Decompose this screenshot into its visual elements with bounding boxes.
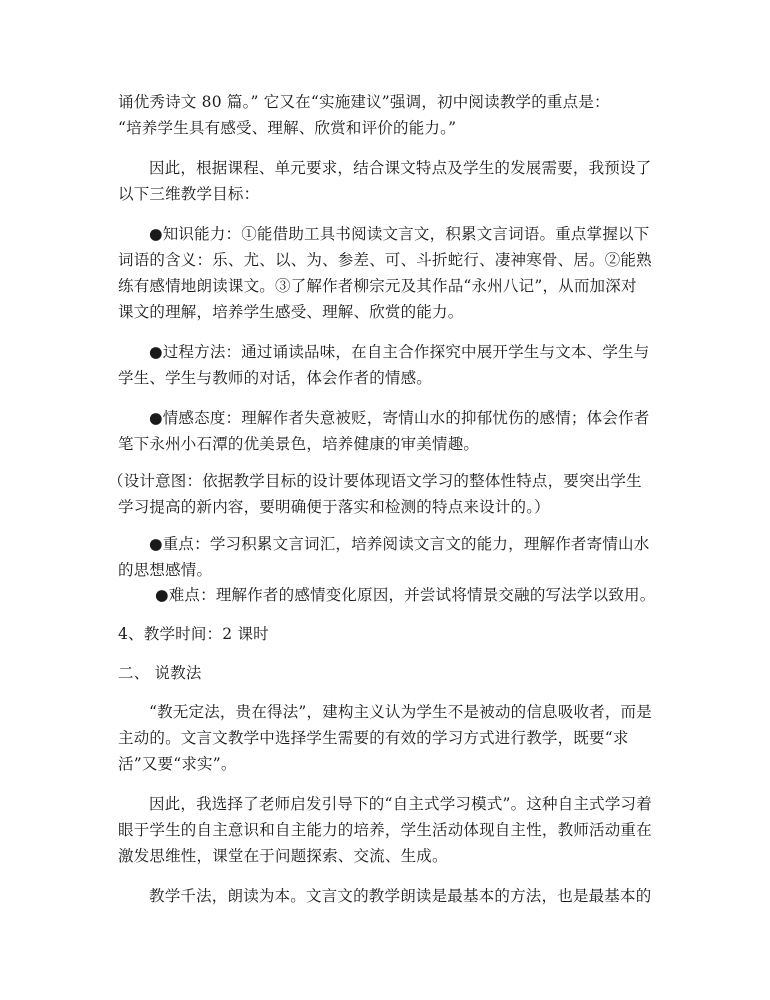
text-line: 以下三维教学目标：: [118, 185, 260, 203]
text-line: ●过程方法：通过诵读品味，在自主合作探究中展开学生与文本、学生与: [149, 343, 650, 361]
text-line: 笔下永州小石潭的优美景色，培养健康的审美情趣。: [118, 435, 480, 453]
text-line: ●难点：理解作者的感情变化原因，并尝试将情景交融的写法学以致用。: [155, 586, 656, 604]
text-line: ●情感态度：理解作者失意被贬，寄情山水的抑郁忧伤的感情；体会作者: [149, 409, 650, 427]
text-line: “教无定法，贵在得法”，建构主义认为学生不是被动的信息吸收者，而是: [149, 703, 652, 721]
text-line: 4、教学时间：2 课时: [118, 625, 269, 643]
text-line: 学习提高的新内容，要明确便于落实和检测的特点来设计的。）: [118, 498, 550, 516]
text-line: 练有感情地朗读课文。③了解作者柳宗元及其作品“永州八记”，从而加深对: [118, 277, 637, 295]
text-line: 因此，根据课程、单元要求，结合课文特点及学生的发展需要，我预设了: [149, 159, 652, 177]
text-line: 因此，我选择了老师启发引导下的“自主式学习模式”。这种自主式学习着: [149, 795, 652, 813]
text-line: 的思想感情。: [118, 561, 213, 579]
text-line: 主动的。文言文教学中选择学生需要的有效的学习方式进行教学，既要“求: [118, 729, 629, 747]
text-line: ●重点：学习积累文言词汇，培养阅读文言文的能力，理解作者寄情山水: [149, 535, 650, 553]
text-line: 教学千法，朗读为本。文言文的教学朗读是最基本的方法，也是最基本的: [149, 887, 652, 905]
text-line: 词语的含义：乐、尤、以、为、参差、可、斗折蛇行、凄神寒骨、居。②能熟: [118, 251, 652, 269]
text-line: （设计意图：依据教学目标的设计要体现语文学习的整体性特点，要突出学生: [108, 472, 642, 490]
text-line: ●知识能力：①能借助工具书阅读文言文，积累文言词语。重点掌握以下: [149, 225, 650, 243]
text-line: 课文的理解，培养学生感受、理解、欣赏的能力。: [118, 303, 464, 321]
text-line: “培养学生具有感受、理解、欣赏和评价的能力。”: [118, 119, 457, 137]
text-line: 诵优秀诗文 80 篇。” 它又在“实施建议”强调，初中阅读教学的重点是：: [118, 93, 610, 111]
text-line: 学生、学生与教师的对话，体会作者的情感。: [118, 369, 433, 387]
text-line: 眼于学生的自主意识和自主能力的培养，学生活动体现自主性，教师活动重在: [118, 821, 652, 839]
text-line: 激发思维性，课堂在于问题探索、交流、生成。: [118, 847, 448, 865]
text-line: 活”又要“求实”。: [118, 755, 237, 773]
text-line: 二、 说教法: [118, 664, 202, 682]
